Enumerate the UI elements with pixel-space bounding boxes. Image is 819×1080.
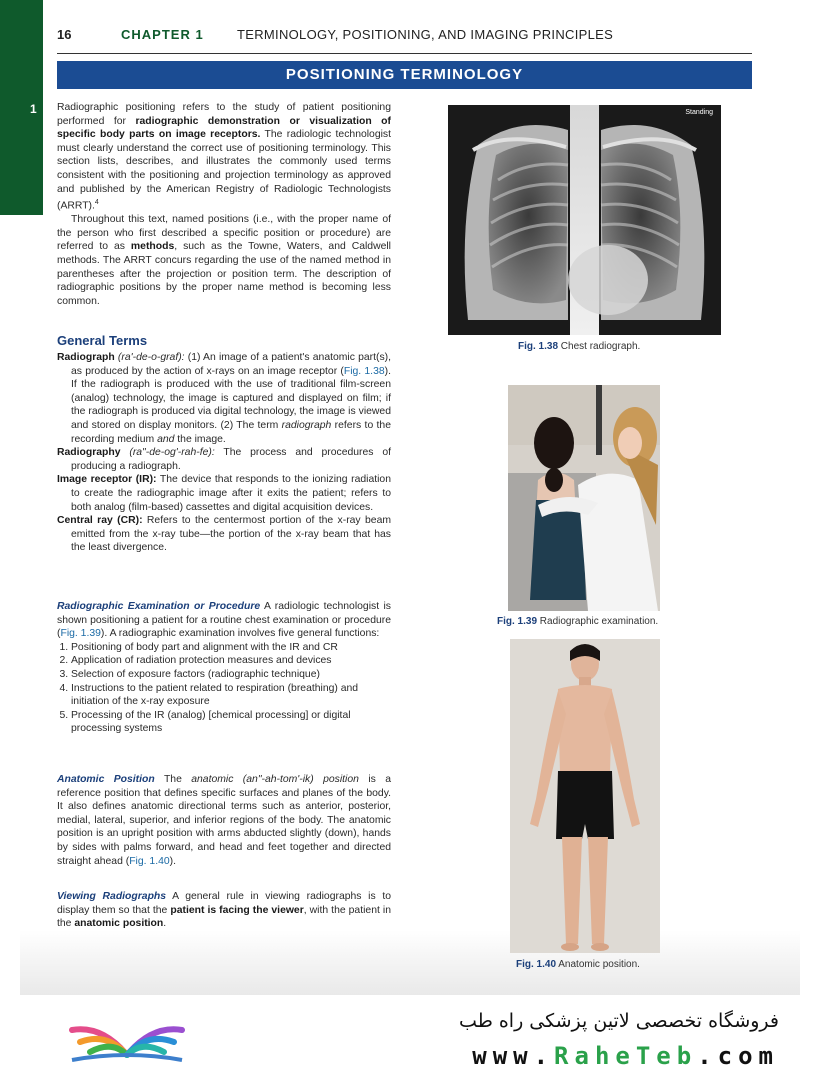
intro-text xyxy=(57,101,391,308)
book-logo xyxy=(62,1010,192,1070)
def-radiography: Radiography (ra"-de-og'-rah-fe): The process and procedures of producing a radiograph. xyxy=(57,447,391,472)
fig-1-39-caption: Fig. 1.39 Radiographic examination. xyxy=(497,616,659,627)
def-central-ray: Central ray (CR): Refers to the centermost portion of the x-ray beam emitted from the x-ray tube—the portion of the x-ray beam that has the least divergence. xyxy=(57,515,391,554)
fig-1-40-caption: Fig. 1.40 Anatomic position. xyxy=(516,959,640,970)
definitions-list xyxy=(57,351,391,555)
standing-marker: Standing xyxy=(685,109,713,116)
running-header xyxy=(57,27,752,54)
anatomic-section xyxy=(57,773,391,868)
list-item: 2. Application of radiation protection measures and devices xyxy=(71,654,391,668)
fig-1-38-caption: Fig. 1.38 Chest radiograph. xyxy=(518,341,641,352)
page-bottom-shadow xyxy=(20,930,800,995)
shop-name: فروشگاه تخصصی لاتین پزشکی راه طب xyxy=(459,1010,779,1032)
intro-paragraph-1: Radiographic positioning refers to the study of patient positioning performed for radiographic demonstration or visualization of specific body parts on image receptors. The radiologic technologist must clearly understand the correct use of positioning terminology. This section lists, describes, and illustrates the commonly used terms consistent with the positioning and projection terminology as approved and published by the American Registry of Radiologic Technologists (ARRT).$^4$ xyxy=(57,102,392,212)
exam-section xyxy=(57,600,391,736)
section-banner: POSITIONING TERMINOLOGY xyxy=(57,61,752,89)
general-terms-heading: General Terms xyxy=(57,333,148,348)
viewing-section xyxy=(57,890,391,931)
chapter-title: TERMINOLOGY, POSITIONING, AND IMAGING PRINCIPLES xyxy=(237,27,614,42)
anatomic-paragraph: Anatomic Position The anatomic (an"-ah-tom'-ik) position is a reference position that defines specific surfaces and planes of the body. It also defines anatomic directional terms such as anterior, posterior, medial, lateral, superior, and inferior regions of the body. The anatomic position is an upright position with arms abducted slightly (down), hands by sides with palms forward, and head and feet together and directed straight ahead (Fig. 1.40). xyxy=(57,774,392,867)
radiographic-exam-photo xyxy=(508,385,660,611)
def-radiograph: Radiograph (ra'-de-o-graf): (1) An image of a patient's anatomic part(s), as produced by the action of x-rays on an image receptor (Fig. 1.38). If the radiograph is produced with the use of traditional film-screen (analog) technology, the image is captured and displayed on film; if the radiograph is produced via digital technology, the image is viewed and stored on display monitors. (2) The term radiograph refers to the recording medium and the image. xyxy=(57,352,392,445)
list-item: 5. Processing of the IR (analog) [chemical processing] or digital processing systems xyxy=(71,709,391,736)
chapter-label: CHAPTER 1 xyxy=(121,27,204,42)
list-item: 1. Positioning of body part and alignment with the IR and CR xyxy=(71,641,391,655)
anatomic-position-photo xyxy=(510,639,660,953)
intro-paragraph-2: Throughout this text, named positions (i.e., with the proper name of the person who first described a specific position or procedure) are referred to as methods, such as the Towne, Waters, and Caldwell methods. The ARRT concurs regarding the use of the named method in parentheses after the projection or position term. The description of radiographic positions by the proper name method is becoming less common. xyxy=(57,214,391,307)
exam-functions-list xyxy=(57,641,391,736)
list-item: 4. Instructions to the patient related to respiration (breathing) and initiation of the x-ray exposure xyxy=(71,682,391,709)
chest-radiograph-image xyxy=(448,105,721,335)
viewing-paragraph: Viewing Radiographs A general rule in viewing radiographs is to display them so that the patient is facing the viewer, with the patient in the anatomic position. xyxy=(57,891,391,930)
shop-url[interactable]: www.RaheTeb.com xyxy=(472,1042,779,1070)
chapter-side-number: 1 xyxy=(30,102,37,116)
exam-paragraph: Radiographic Examination or Procedure A radiologic technologist is shown positioning a patient for a routine chest examination or procedure (Fig. 1.39). A radiographic examination involves five general functions: xyxy=(57,601,391,640)
def-image-receptor: Image receptor (IR): The device that responds to the ionizing radiation to create the radiographic image after it exits the patient; refers to both analog (film-based) cassettes and digital acquisition devices. xyxy=(57,474,391,513)
list-item: 3. Selection of exposure factors (radiographic technique) xyxy=(71,668,391,682)
page-number: 16 xyxy=(57,27,72,42)
